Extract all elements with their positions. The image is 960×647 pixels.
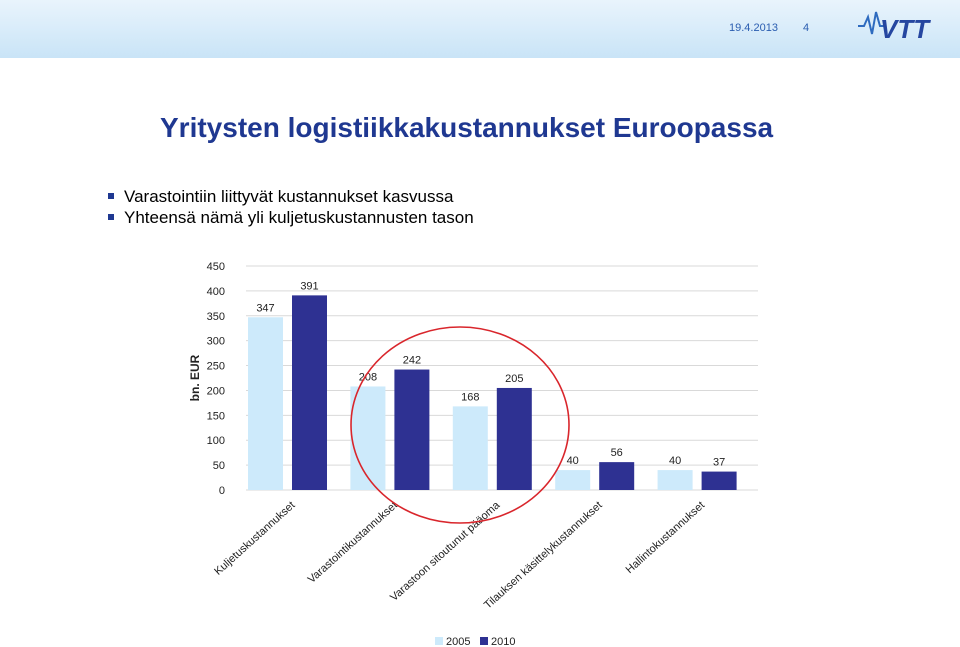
x-tick-label: Kuljetuskustannukset [212, 499, 298, 578]
logo-text: VTT [880, 14, 930, 44]
bar-2005 [248, 317, 283, 490]
y-axis-ticks [207, 261, 225, 497]
legend-label: 2005 [446, 636, 471, 647]
legend [435, 636, 515, 647]
legend-label: 2010 [491, 636, 516, 647]
y-tick-label: 50 [212, 460, 225, 473]
y-tick-label: 300 [206, 335, 225, 348]
x-tick-label: Varastointikustannukset [305, 499, 400, 586]
bars [248, 295, 737, 490]
data-label: 208 [358, 371, 378, 384]
data-label: 347 [256, 302, 275, 315]
y-tick-label: 100 [206, 435, 225, 448]
bar-2005 [350, 386, 385, 490]
legend-swatch [480, 637, 488, 645]
header-date: 19.4.2013 [729, 22, 778, 34]
bullet-item: Yhteensä nämä yli kuljetuskustannusten tason [108, 207, 474, 228]
x-tick-label: Hallintokustannukset [623, 499, 708, 577]
legend-swatch [435, 637, 443, 645]
y-tick-label: 150 [206, 410, 225, 423]
y-axis-label: bn. EUR [188, 354, 202, 402]
bar-2005 [658, 470, 693, 490]
y-tick-label: 250 [206, 360, 225, 373]
x-axis-labels [212, 499, 707, 612]
y-tick-label: 450 [206, 261, 225, 273]
bullet-item: Varastointiin liittyvät kustannukset kasvussa [108, 186, 474, 207]
y-tick-label: 350 [206, 310, 225, 323]
bar-2010 [394, 370, 429, 490]
data-label: 391 [300, 280, 319, 293]
data-label: 242 [402, 354, 422, 367]
data-label: 205 [505, 372, 524, 385]
bar-2010 [599, 462, 634, 490]
data-label: 40 [566, 455, 579, 468]
x-tick-label: Varastoon sitoutunut pääoma [388, 499, 503, 604]
data-label: 56 [610, 447, 623, 460]
y-tick-label: 0 [218, 485, 225, 497]
bar-2010 [702, 472, 737, 490]
data-label: 37 [712, 456, 726, 469]
y-tick-label: 400 [206, 285, 225, 298]
page-title: Yritysten logistiikkakustannukset Euroopassa [160, 112, 774, 143]
x-tick-label: Tilauksen käsittelykustannukset [482, 499, 605, 612]
bar-2005 [555, 470, 590, 490]
bar-2005 [453, 406, 488, 490]
bar-2010 [497, 388, 532, 490]
bar-2010 [292, 295, 327, 490]
page-number: 4 [803, 22, 810, 34]
data-label: 40 [668, 455, 682, 468]
data-label: 168 [461, 391, 480, 404]
y-tick-label: 200 [206, 385, 225, 398]
